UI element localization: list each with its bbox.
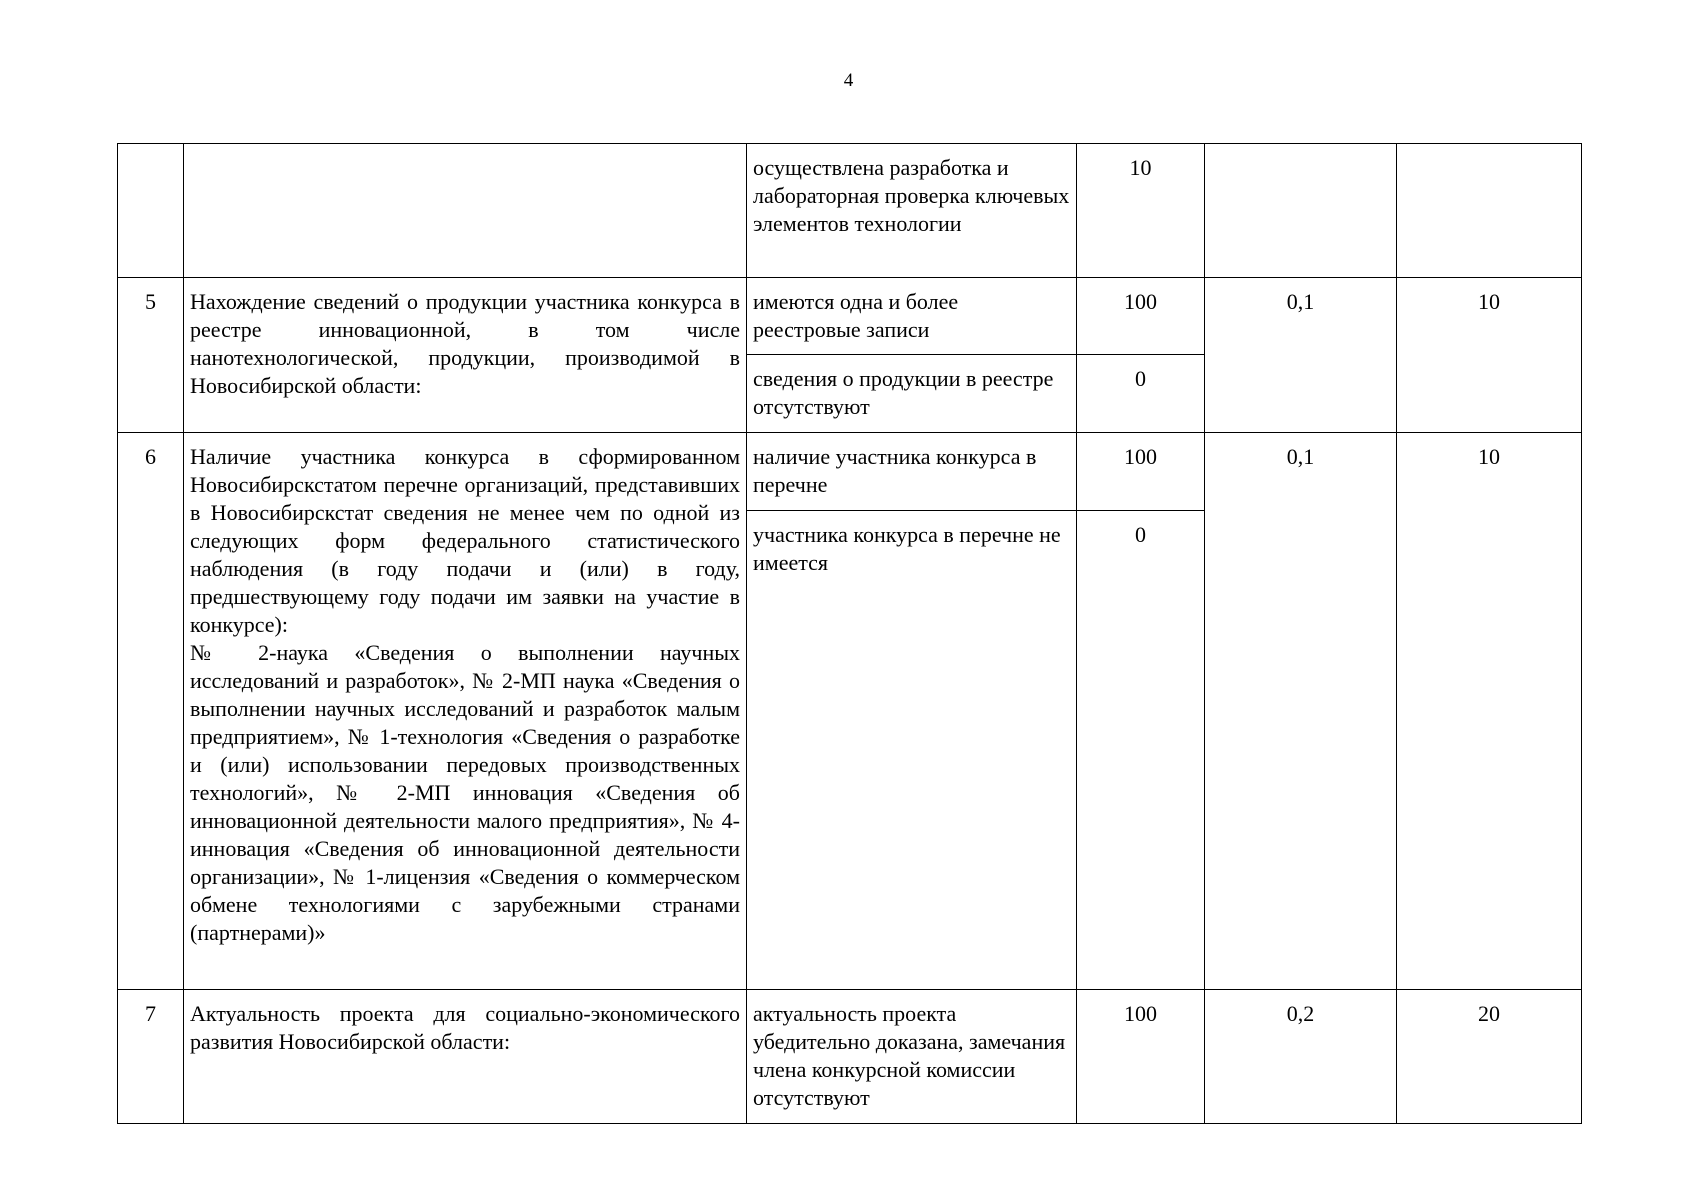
score-cell: 0: [1077, 355, 1205, 433]
row-number-cell: 7: [118, 990, 184, 1124]
row-number-cell: [118, 144, 184, 278]
page-number: 4: [843, 70, 854, 91]
weight-cell: [1205, 144, 1397, 278]
table-row-7: [118, 990, 1582, 1124]
max-score-cell: 10: [1397, 278, 1582, 433]
criterion-cell: [184, 433, 747, 990]
condition-cell: наличие участника конкурса в перечне: [747, 433, 1077, 511]
condition-cell: осуществлена разработка и лабораторная проверка ключевых элементов технологии: [747, 144, 1077, 278]
condition-cell: сведения о продукции в реестре отсутствуют: [747, 355, 1077, 433]
weight-cell: 0,1: [1205, 433, 1397, 990]
table-row-5: [118, 278, 1582, 355]
criterion-cell: Нахождение сведений о продукции участника конкурса в реестре инновационной, в том числе нанотехнологической, продукции, производимой в Новосибирской области:: [184, 278, 747, 433]
weight-cell: 0,1: [1205, 278, 1397, 433]
condition-cell: имеются одна и более реестровые записи: [747, 278, 1077, 355]
condition-cell: актуальность проекта убедительно доказана, замечания члена конкурсной комиссии отсутствуют: [747, 990, 1077, 1124]
score-cell: 10: [1077, 144, 1205, 278]
weight-cell: 0,2: [1205, 990, 1397, 1124]
score-cell: 100: [1077, 990, 1205, 1124]
criterion-text: Наличие участника конкурса в сформированном Новосибирскстатом перечне организаций, представивших в Новосибирскстат сведения не менее чем по одной из следующих форм федерального статистического наблюдения (в году подачи и (или) в году, предшествующему году подачи им заявки на участие в конкурсе):: [190, 444, 740, 637]
score-cell: 100: [1077, 433, 1205, 511]
row-number-cell: 5: [118, 278, 184, 433]
criterion-cell: Актуальность проекта для социально-экономического развития Новосибирской области:: [184, 990, 747, 1124]
score-cell: 100: [1077, 278, 1205, 355]
score-cell: 0: [1077, 511, 1205, 990]
table-row-continuation: [118, 144, 1582, 278]
max-score-cell: [1397, 144, 1582, 278]
max-score-cell: 10: [1397, 433, 1582, 990]
row-number-cell: 6: [118, 433, 184, 990]
condition-cell: участника конкурса в перечне не имеется: [747, 511, 1077, 990]
table-row-6: [118, 433, 1582, 511]
criterion-forms-text: № 2-наука «Сведения о выполнении научных исследований и разработок», № 2-МП наука «Сведения о выполнении научных исследований и разработок малым предприятием», № 1-технология «Сведения о разработке и (или) использовании передовых производственных технологий», № 2-МП инновация «Сведения об инновационной деятельности малого предприятия», № 4-инновация «Сведения об инновационной деятельности организации», № 1-лицензия «Сведения о коммерческом обмене технологиями с зарубежными странами (партнерами)»: [190, 640, 740, 945]
criteria-table: [117, 143, 1582, 1124]
max-score-cell: 20: [1397, 990, 1582, 1124]
criterion-cell: [184, 144, 747, 278]
